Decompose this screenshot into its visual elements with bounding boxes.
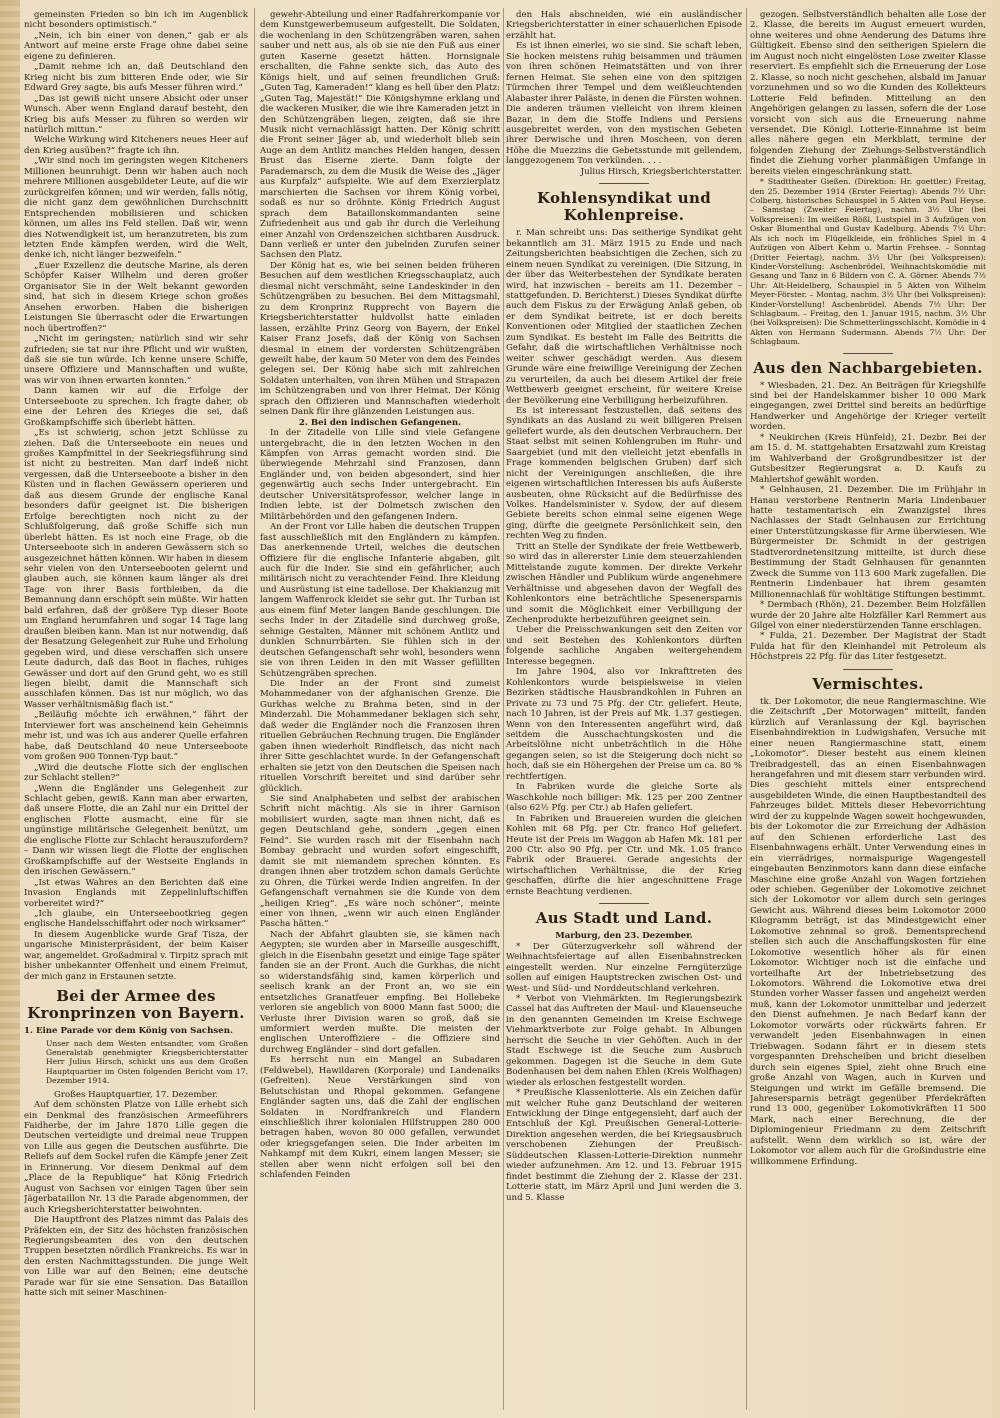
paragraph: Sie sind Analphabeten und selbst der arabischen Schrift nicht mächtig. Als sie in ihrer Garnison mobilisiert wurden, sagte man ihnen nicht, daß es gegen Deutschland gehe, sondern „gegen einen Feind“. Sie wurden rasch mit der Eisenbahn nach Bombay gebracht und wurden sofort eingeschifft, damit sie mit niemandem sprechen könnten. Es drangen ihnen aber trotzdem schon damals Gerüchte zu Ohren, die Türkei werde Indien angreifen. In der Gefangenschaft vernahmen sie die Kunde von dem „heiligen Krieg“. „Es wäre noch schöner“, meinte einer von ihnen, „wenn wir auch einen Engländer Pascha hätten.“ bbox=[260, 793, 500, 930]
paragraph: Die Hauptfront des Platzes nimmt das Palais des Präfekten ein, der Sitz des höchsten französischen Regierungsbeamten des von den deutschen Truppen besetzten nördlich Frankreichs. Es war in den ersten Nachmittagsstunden. Die junge Welt von Lille war auf den Beinen; eine deutsche Parade war für sie eine Sensation. Das Bataillon hatte sich mit seiner Maschinen- bbox=[24, 1215, 248, 1299]
paragraph: * Fulda, 21. Dezember. Der Magistrat der Stadt Fulda hat für den Kleinhandel mit Petroleum als Höchstpreis 22 Pfg. für das Liter festgesetzt. bbox=[750, 631, 986, 663]
paragraph: „Wenn die Engländer uns Gelegenheit zur Schlacht geben, gewiß. Kann man aber erwarten, daß unsere Flotte, die an Zahl nur ein Drittel der englischen Flotte ausmacht, eine für sie ungünstige militärische Gelegenheit benützt, um die englische Flotte zur Schlacht herauszufordern? – Dann wir wissen liegt die Flotte der englischen Großkampfschiffe auf der Westseite Englands in den irischen Gewässern.“ bbox=[24, 783, 248, 878]
paragraph: „Wir sind noch im geringsten wegen Kitcheners Millionen beunruhigt. Denn wir haben auch noch mehrere Millionen ausgebildeter Leute, auf die wir zurückgreifen können; und wir werden, falls nötig, die nicht ganz dem gewöhnlichen Durchschnitt Entsprechenden mobilisieren und schicken können, um alles ins Feld stellen. Daß wir, wenn dies Notwendigkeit ist, um heranzutreten, bis zum letzten Ende kämpfen werden, wird die Welt, denke ich, nicht länger bezweifeln.“ bbox=[24, 156, 248, 261]
paragraph: Die Inder an der Front sind zumeist Mohammedaner von der afghanischen Grenze. Die Gurkhas welche zu Brahma beten, sind in der Minderzahl. Die Mohammedaner beklagen sich sehr, daß weder die Engländer noch die Franzosen ihren rituellen Gebräuchen Rechnung trugen. Die Engländer gaben ihnen wiederholt Rindfleisch, das nicht nach ihrer Sitte geschlachtet wurde. In der Gefangenschaft erhalten sie jetzt von den Deutschen die Speisen nach rituellen Vorschrift bereitet und sind darüber sehr glücklich. bbox=[260, 679, 500, 794]
editor-note: Unser nach dem Westen entsandter, vom Großen Generalstab genehmigter Kriegsberichterstatter Herr Julius Hirsch, schickt uns aus dem Großen Hauptquartier im Osten folgenden Bericht vom 17. Dezember 1914. bbox=[46, 1038, 248, 1086]
paragraph: gewehr-Abteilung und einer Radfahrerkompanie vor dem Kunstgewerbemuseum aufgestellt. Die Soldaten, die wochenlang in den Schützengräben waren, sahen sauber und nett aus, als ob sie nie den Fuß aus einer guten Kaserne gesetzt hätten. Hornsignale erschallten, die Fahne senkte sich, das Auto des Königs hielt, und auf seinen freundlichen Gruß: „Guten Tag, Kameraden!“ klang es hell über den Platz: „Guten Tag, Majestät!“ Die Königshymne erklang und die wackeren Musiker, die wie ihre Kameraden jetzt in den Schützengräben liegen, zeigten, daß sie ihre Musik nicht vernachlässigt hatten. Der König schritt die Front seiner Jäger ab, und wiederholt blieb sein Auge an dem Antlitz manches Helden hangen, dessen Brust das Eiserne zierte. Dann folgte der Parademarsch, zu dem die Musik die Weise des „Jäger aus Kurpfalz“ aufspielte. Wie auf dem Exerzierplatz marschierten die Sachsen vor ihrem König vorbei, sodaß es nur so dröhnte. König Friedrich August sprach dem Bataillonskommandanten seine Zufriedenheit aus und gab ihr durch die Verleihung einer Anzahl von Ordenszeichen sichtbaren Ausdruck. Dann verließ er unter den jubelnden Zurufen seiner Sachsen den Platz. bbox=[260, 10, 500, 261]
divider bbox=[843, 669, 893, 670]
dateline: Marburg, den 23. Dezember. bbox=[555, 931, 693, 942]
page-edge bbox=[0, 0, 20, 1418]
column-2 bbox=[260, 10, 500, 1408]
subheading: 1. Eine Parade vor dem König von Sachsen. bbox=[24, 1026, 233, 1037]
column-rule bbox=[746, 8, 747, 1410]
paragraph: „Euer Exzellenz die deutsche Marine, als deren Schöpfer Kaiser Wilhelm und deren großer Organisator Sie in der Welt bekannt geworden sind, hat sich in diesem Kriege schon großes Ansehen erworben. Haben die bisherigen Leistungen Sie überrascht oder die Erwartungen noch übertroffen?“ bbox=[24, 260, 248, 334]
paragraph: * Der Güterzugverkehr soll während der Weihnachtsfeiertage auf allen Eisenbahnstrecken eingestellt werden. Nur einzelne Ferngüterzüge sollen auf einigen Hauptstrecken zwischen Ost- und West- und Süd- und Norddeutschland verkehren. bbox=[506, 941, 742, 994]
paragraph: Ueber die Preisschwankungen seit den Zeiten vor und seit Bestehen des Kohlenkontors dürften folgende sachliche Angaben weitergehendem Interesse begegnen. bbox=[506, 625, 742, 667]
paragraph: In Fabriken wurde die gleiche Sorte als Waschkohle noch billiger: Mk. 125 per 200 Zentner (also 62½ Pfg. per Ctr.) ab Hafen geliefert. bbox=[506, 782, 742, 814]
paragraph: „Ist etwas Wahres an den Berichten daß eine Invasion Englands mit Zeppelinluftschiffen vorbereitet wird?“ bbox=[24, 877, 248, 909]
paragraph: Welche Wirkung wird Kitcheners neues Heer auf den Krieg ausüben?“ fragte ich ihn. bbox=[24, 135, 248, 156]
paragraph: In diesem Augenblicke wurde Graf Tisza, der ungarische Ministerpräsident, der beim Kaiser war, angemeldet. Großadmiral v. Tirpitz sprach mit bisher unbekannter Offenheit und einem Freimut, der mich ganz in Erstaunen setzte. bbox=[24, 929, 248, 982]
paragraph: * Dermbach (Rhön), 21. Dezember. Beim Holzfällen wurde der 20 Jahre alte Holzfäller Karl Remmert aus Gilgel von einer niederstürzenden Tanne erschlagen. bbox=[750, 600, 986, 631]
section-heading: Bei der Armee des Kronprinzen von Bayern. bbox=[27, 987, 245, 1023]
paragraph: den Hals abschneiden, wie ein ausländischer Kriegsberichterstatter in einer schauerlichen Episode erzählt hat. bbox=[506, 10, 742, 41]
paragraph: In der Zitadelle von Lille sind viele Gefangene untergebracht, die in den letzten Wochen in den Kämpfen von Arras gemacht worden sind. Die überwiegende Mehrzahl sind Franzosen, dann Engländer und, von beiden abgesondert, sind hier gegenwärtig auch sechs Inder untergebracht. Ein deutscher Universitätsprofessor, welcher lange in Indien lebte, ist der Dolmetsch zwischen den Militärbehörden und den gefangenen Indern. bbox=[260, 428, 500, 522]
paragraph: gemeinsten Frieden so bin ich im Augenblick nicht besonders optimistisch.“ bbox=[24, 10, 248, 31]
paragraph: * Neukirchen (Kreis Hünfeld), 21. Dezbr. Bei der am 15. d. M. stattgehabten Ersatzwahl zum Kreistag im Wahlverband der Großgrundbesitzer ist der Gutsbesitzer Regierungsrat a. D. Kaufs zu Mahlertshof gewählt worden. bbox=[750, 432, 986, 485]
column-3 bbox=[506, 10, 742, 1408]
paragraph: „Damit nehme ich an, daß Deutschland den Krieg nicht bis zum bitteren Ende oder, wie Sir Edward Grey sagte, bis aufs Messer führen wird.“ bbox=[24, 62, 248, 94]
paragraph: r. Man schreibt uns: Das seitherige Syndikat geht bekanntlich am 31. März 1915 zu Ende und nach Zeitungsberichten beabsichtigen die Zechen, sich zu einem neuen Syndikat zu vereinigen. (Die Sitzung, in der über das Weiterbestehen der Syndikate beraten wird, hat inzwischen – bereits am 11. Dezember – stattgefunden. D. Berichterst.) Dieses Syndikat dürfte auch dem Fiskus zu der Erwägung Anlaß geben, ob er dem Syndikat beitrete, ist er doch bereits Konventionen oder Mitglied der staatlichen Zechen zum Syndikat. Es besteht im Falle des Beitritts die Gefahr, daß die wirtschaftlichen Verhältnisse noch weiter schwer geschädigt werden. Aus diesem Grunde wäre eine freiwillige Vereinigung der Zechen zu verurteilen, da auch bei diesem Artikel der freie Wettbewerb geeignet erscheint, für weitere Kreise der Bevölkerung eine Verbilligung herbeizuführen. bbox=[506, 228, 742, 406]
paragraph: gezogen. Selbstverständlich behalten alle Lose der 2. Klasse, die bereits im August erneuert wurden, ohne weiteres und ohne Aenderung des Datums ihre Gültigkeit. Ebenso sind den seitherigen Spielern die im August noch nicht eingelösten Lose zweiter Klasse reserviert. Es empfiehlt sich die Erneuerung der Lose 2. Klasse, so noch nicht geschehen, alsbald im Januar vorzunehmen und so wo die Kunden des Kollekteurs Lotterie Feld befinden. Mitteilung an den Angehörigen gelangen zu lassen, sofern die der Lose vorsicht von sich aus die Erneuerung nahme versendet. Die Königl. Lotterie-Einnahme ist beim alles nähere gegen ein Merkblatt, termine der folgenden Ziehung der Ziehungs-Selbstverständlich findet die Ziehung vorher planmäßigen Umfange in bereits vielen eingeschränkung statt. bbox=[750, 10, 986, 177]
paragraph: „Es ist schwierig, schon jetzt Schlüsse zu ziehen. Daß die Unterseeboote ein neues und großes Kampfmittel in der Seekriegsführung sind ist nicht zu bestreiten. Man darf indeß nicht vergessen, daß die Unterseeboote a bisher in den Küsten und in flachen Gewässern operieren und daß aus diesem Grunde der englische Kanal besonders dafür geeignet ist. Die bisherigen Erfolge berechtigten noch nicht zu der Schlußfolgerung, daß große Schiffe sich nun überlebt hätten. Es ist noch eine Frage, ob die Unterseeboote sich in anderen Gewässern sich so ausgezeichnet hätten können. Wir haben in diesem sehr vielen von den Unterseebooten gelernt und glauben auch, sie können kaum länger als drei Tage von ihrer Basis fortbleiben, da die Bemannung dann erschöpft sein müßte. Wir hatten bald erfahren, daß der größere Typ dieser Boote um England herumfahren und sogar 14 Tage lang draußen bleiben kann. Man ist nur notwendig, daß der Besatzung Gelegenheit zur Ruhe und Erholung gegeben wird, und diese verschaffen sich unsere Leute dadurch, daß das Boot in flaches, ruhiges Gewässer und dort auf den Grund geht, wo es still liegen bleibt, damit die Mannschaft sich ausschlafen können. Das ist nur möglich, wo das Wasser verhältnismäßig flach ist.“ bbox=[24, 428, 248, 710]
signature: Julius Hirsch, Kriegsberichterstatter. bbox=[580, 166, 742, 177]
paragraph: Es ist interessant festzustellen, daß seitens des Syndikats an das Ausland zu weit billigeren Preisen geliefert wurde, als den deutschen Verbrauchern. Der Staat selbst mit seinen Kohlengruben im Ruhr- und Saargebiet (und mit den vielleicht jetzt ebenfalls in Frage kommenden belgischen Gruben) darf sich nicht der Vereinigungen anschließen, die ihre eigenen wirtschaftlichen Interessen bis aufs Äußerste ausbeuten, ohne Rücksicht auf die Bedürfnisse des Volkes. Handelsminister v. Sydow, der auf diesem Gebiete bereits schon einmal seine eigenen Wege ging, dürfte die geeignete Persönlichkeit sein, den rechten Weg zu finden. bbox=[506, 405, 742, 542]
column-rule bbox=[254, 8, 255, 1410]
paragraph: Es ist ihnen einerlei, wo sie sind. Sie schaft leben, Sie hocken meistens ruhig beisammen und träumen von ihren schönen Heimatstätten und von ihrer fernen Heimat. Sie sehen eine von den spitzigen Türmchen ihrer Tempel und dem weißleuchtenden Alabaster ihrer Paläste, in denen die Fürsten wohnen. Die anderen träumen vielleicht von ihrem kleinen Bazar, in dem die Stoffe Indiens und Persiens ausgebreitet werden, von den mystischen Gebeten ihrer Derwische und ihren Moscheen, von deren Höhe die Muezzins die Gebetsstunde mit gellendem, langgezogenem Ton verkünden. . . . bbox=[506, 41, 742, 167]
theatre-listing: * Stadttheater Gießen. (Direktion: Hr. goettler.) Freitag, den 25. Dezember 1914 (Erster Feiertag): Abends 7½ Uhr: Colberg, historisches Schauspiel in 5 Akten von Paul Heyse. – Samstag (Zweiter Feiertag), nachm. 3½ Uhr (bei Volkspreisen): Im weißen Rößl, Lustspiel in 3 Aufzügen von Oskar Blumenthal und Gustav Kadelburg. Abends 7½ Uhr: Als ich noch im Flügelkleide, ein fröhliches Spiel in 4 Aufzügen von Albert Kehm u. Martin Frehsee. – Sonntag (Dritter Feiertag), nachm. 3½ Uhr (bei Volkspreisen): Kinder-Vorstellung: Aschenbrödel, Weihnachtskomödie mit Gesang und Tanz in 6 Bildern von C. A. Görner. Abends 7½ Uhr: Alt-Heidelberg, Schauspiel in 5 Akten von Wilhelm Meyer-Förster. – Montag, nachm. 3½ Uhr (bei Volkspreisen): Kinder-Vorstellung! Aschenbrödel. Abends 7½ Uhr: Der Schlagbaum. – Freitag, den 1. Januar 1915, nachm. 3½ Uhr (bei Volkspreisen): Die Schmetterlingsschlacht, Komödie in 4 Akten von Hermann Sudermann. Abends 7½ Uhr: Der Schlagbaum. bbox=[750, 177, 986, 347]
paragraph: „Ich glaube, ein Unterseebootkrieg gegen englische Handelsschiffahrt oder noch wirksamer“ bbox=[24, 908, 248, 930]
column-rule bbox=[503, 8, 504, 1410]
paragraph: * Preußische Klassenlotterie. Als ein Zeichen dafür mit welcher Ruhe ganz Deutschland der weiteren Entwicklung der Dinge entgegensieht, darf auch der Entschluß der Kgl. Preußischen General-Lotterie-Direktion angesehen werden, die bei Kriegsausbruch verschobenen Ziehungen der Preußisch-Süddeutschen Klassen-Lotterie-Direktion nunmehr wieder aufzunehmen. Am 12. und 13. Februar 1915 findet bestimmt die Ziehung der 2. Klasse der 231. Lotterie statt, im März April und Juni werden die 3. und 5. Klasse bbox=[506, 1088, 742, 1203]
paragraph: In Fabriken und Brauereien wurden die gleichen Kohlen mit 68 Pfg. per Ctr. franco Hof geliefert. Heute ist der Preis im Waggon ab Hafen Mk. 181 per 200 Ctr. also 90 Pfg. per Ctr. und Mk. 1.05 franco Fabrik oder Brauerei. Gerade angesichts der wirtschaftlichen Verhältnisse, die der Krieg geschaffen, dürfte die hier angeschnittene Frage ernste Beachtung verdienen. bbox=[506, 813, 742, 897]
paragraph: Auf dem schönsten Platze von Lille erhebt sich ein Denkmal des französischen Armeeführers Faidherbe, der im Jahre 1870 Lille gegen die Deutschen verteidigte und dreimal neue Truppen von Lille aus gegen die Deutschen ausführte. Die Reliefs auf dem Sockel rufen die Kämpfe jener Zeit in Erinnerung. Vor diesem Denkmal auf dem „Place de la Republique“ hat König Friedrich August von Sachsen vor einigen Tagen über sein Jägerbataillon Nr. 13 die Parade abgenommen, der auch Kriegsberichterstatter beiwohnten. bbox=[24, 1100, 248, 1215]
paragraph: * Wiesbaden, 21. Dez. An Beiträgen für Kriegshilfe sind bei der Handelskammer bisher 10 000 Mark eingegangen, zwei Drittel sind bereits an bedürftige Handwerker und Angehörige der Krieger verteilt worden. bbox=[750, 380, 986, 433]
column-1 bbox=[24, 10, 248, 1408]
divider bbox=[843, 353, 893, 354]
paragraph: * Verbot von Viehmärkten. Im Regierungsbezirk Cassel hat das Auftreten der Maul- und Klauenseuche in den genannten Gemeinden im Kreise Eschwege Viehmarktverbote zur Folge gehabt. In Albungen herrscht die Seuche in vier Gehöften. Auch in der Stadt Eschwege ist die Seuche zum Ausbruch gekommen. Dagegen ist die Seuche in dem Gute Bodenhausen bei dem nahen Ehlen (Kreis Wolfhagen) wieder als erloschen festgestellt worden. bbox=[506, 993, 742, 1088]
paragraph: tk. Der Lokomotor, die neue Rangiermaschine. Wie die Zeitschrift „Der Motorwagen“ mitteilt, fanden kürzlich auf Veranlassung der Kgl. bayrischen Eisenbahndirektion in Ludwigshafen, Versuche mit einer neuen Rangiermaschine statt, einem „Lokomotor“. Dieser besteht aus einem kleinen Treibradgestell, das an einen Eisenbahnwagen herangefahren und mit diesem starr verbunden wird. Dies geschieht mittels einer entsprechend ausgebildeten Winde, die einen Hauptbestandteil des Fahrzeuges bildet. Mittels dieser Hebevorrichtung wird der zu kuppelnde Wagen soweit hochgewunden, bis der Lokomotor die zur Erreichung der Adhäsion auf den Schienen erforderliche Last des Eisenbahnwagens erhält. Unter Verwendung eines in ein vierrädriges, normalspurige Wagengestell eingebauten Benzinmotors kann dann diese einfache Maschine eine große Anzahl von Wagen fortziehen oder schieben. Gegenüber der Lokomotive zeichnet sich der Lokomotor vor allem durch sein geringes Gewicht aus. Während dieses beim Lokomotor 2000 Kilogramm beträgt, ist das Mindestgewicht einer Lokomotive zehnmal so groß. Dementsprechend stellen sich auch die Anschaffungskosten für eine Lokomotive wesentlich höher als für einen Lokomotor. Wichtiger noch ist die einfache und vorteilhafte Art der Inbetriebsetzung des Lokomotors. Während die Lokomotive etwa drei Stunden vorher Wasser fassen und angeheizt werden muß, kann der Lokomotor unmittelbar und jederzeit den Dienst aufnehmen. Je nach Bedarf kann der Lokomotor vorwärts oder rückwärts fahren. Er verwandelt jeden Eisenbahnwagen in einen Triebwagen. Sodann fährt er in diesem stets vorgespannten Drehscheiben und bricht dieselben durch sein eigenes Spiel, zieht ohne Bruch eine große Anzahl von Wagen, auch in Kurven und Steigungen und wirkt im Gefälle bremsend. Die Jahresersparnis beträgt gegenüber Pferdekräften rund 13 000, gegenüber Lokomotivkräften 11 500 Mark, nach einer Berechnung, die der Diplomingenieur Friedmann zu dem Zeitschrift aufstellt. Wenn dem wirklich so ist, wäre der Lokomotor vor allem auch für die Großindustrie eine willkommene Erfindung. bbox=[750, 696, 986, 1167]
section-heading: Aus den Nachbargebieten. bbox=[753, 358, 983, 377]
paragraph: Im Jahre 1904, also vor Inkrafttreten des Kohlenkontors wurde beispielsweise in vielen Bezirken städtische Hausbrandkohlen in Fuhren an Private zu 73 und 75 Pfg. der Ctr. geliefert. Heute, nach 10 Jahren, ist der Preis auf Mk. 1.37 gestiegen. Wenn von den Interessenten angeführt wird, daß seitdem die Ausschachtungskosten und die Arbeitslöhne nicht unbeträchtlich in die Höhe gegangen seien, so ist die Steigerung doch nicht so hoch, daß sie ein Höhergehen der Preise um ca. 80 % rechtfertigen. bbox=[506, 667, 742, 782]
paragraph: „Nicht im geringsten; natürlich sind wir sehr zufrieden; sie tat nur ihre Pflicht und wir wußten, daß sie sie tun würde. Ich kenne unsere Schiffe, unsere Offiziere und Mannschaften und wußte, was wir von ihnen erwarten konnten.“ bbox=[24, 334, 248, 386]
divider bbox=[599, 903, 649, 904]
paragraph: „Beiläufig möchte ich erwähnen,“ fährt der Interviewer fort was anscheinend kein Geheimnis mehr ist, und was ich aus anderer Quelle erfahren habe, daß Deutschland 40 neue Unterseeboote vom großen 900 Tonnen-Typ baut.“ bbox=[24, 710, 248, 763]
paragraph: * Gelnhausen, 21. Dezember. Die im Frühjahr in Hanau verstorbene Rentnerin Maria Lindenbauer hatte testamentarisch ein Zwanzigstel ihres Nachlasses der Stadt Gelnhausen zur Errichtung einer Unterstützungskasse für Arme überwiesen. Wie Bürgermeister Dr. Schmidt in der gestrigen Stadtverordnetensitzung mitteilte, ist durch diese Bestimmung der Stadt Gelnhausen für genannten Zweck die Summe von 113 600 Mark zugefallen. Die Rentnerin Lindenbauer hat ihrem gesamten Millionennachlaß für wohltätige Stiftungen bestimmt. bbox=[750, 485, 986, 600]
subheading: 2. Bei den indischen Gefangenen. bbox=[298, 417, 462, 428]
section-heading: Vermischtes. bbox=[812, 674, 924, 693]
section-heading: Aus Stadt und Land. bbox=[535, 909, 713, 928]
paragraph: „Wird die deutsche Flotte sich der englischen zur Schlacht stellen?“ bbox=[24, 762, 248, 784]
column-4 bbox=[750, 10, 986, 1408]
paragraph: Nach der Abfahrt glaubten sie, sie kämen nach Aegypten; sie wurden aber in Marseille ausgeschifft, gleich in die Eisenbahn gesetzt und einige Tage später fanden sie an der Front. Auch die Gurkhas, die nicht so widerstandsfähig sind, kamen körperlich und seelisch krank an der Front an, wo sie ein entsetzliches Granatfeuer empfing. Bei Hollebeke verloren sie angeblich von 8000 Mann fast 5000; die Verluste ihrer Division waren so groß, daß sie umformiert werden mußte. Die meisten der englischen Unteroffiziere – die Offiziere sind durchweg Engländer – sind dort gefallen. bbox=[260, 929, 500, 1055]
paragraph: „Nein, ich bin einer von denen,“ gab er als Antwort auf meine erste Frage ohne dabei seine eigene zu definieren. bbox=[24, 30, 248, 62]
paragraph: Dann kamen wir auf die Erfolge der Unterseeboote zu sprechen. Ich fragte daher, ob eine der Lehren des Krieges die sei, daß Großkampfschiffe sich überlebt hätten. bbox=[24, 386, 248, 428]
paragraph: „Das ist gewiß nicht unsere Absicht oder unser Wunsch. Aber wenn England darauf besteht, den Krieg bis aufs Messer zu führen so werden wir natürlich mittun.“ bbox=[24, 93, 248, 135]
paragraph: An der Front vor Lille haben die deutschen Truppen fast ausschließlich mit den Engländern zu kämpfen. Das anerkennende Urteil, welches die deutschen Offiziere für die englische Infanterie abgaben, gilt auch für die Inder. Sie sind ein gefährlicher, auch militärisch nicht zu verachtender Feind. Ihre Kleidung und Ausrüstung ist eine tadellose. Der Khakianzug mit langem Waffenrock kleidet sie sehr gut. Ihr Turban ist aus einem fünf Meter langen Bande geschlungen. Die sechs Inder in der Zitadelle sind durchweg große, sehnige Gestalten, Männer mit schönem Antlitz und dunklen Schnurrbärten. Sie fühlen sich in der deutschen Gefangenschaft sehr wohl, besonders wenn sie von ihren Leiden in den mit Wasser gefüllten Schützengräben sprechen. bbox=[260, 522, 500, 679]
dateline: Großes Hauptquartier, 17. Dezember. bbox=[53, 1089, 219, 1100]
divider bbox=[599, 183, 649, 184]
paragraph: Tritt an Stelle der Syndikate der freie Wettbewerb, so wird das in allererster Linie dem steuerzahlenden Mittelstande zugute kommen. Der direkte Verkehr zwischen Händler und Publikum würde angenehmere Verhältnisse und abgesehen davon der Wegfall des Kohlenkontors eine beträchtliche Spesenersparnis und somit die Möglichkeit einer Verbilligung der Zechenprodukte herbeizuführen geeignet sein. bbox=[506, 541, 742, 626]
paragraph: Es herrscht nun ein Mangel an Subadaren (Feldwebel), Hawildaren (Korporale) und Landenaiks (Gefreiten). Neue Verstärkungen sind von Belutschistan und Rhopal gekommen. Gefangene Engländer sagten uns, daß die Zahl der englischen Soldaten in Nordfrankreich und Flandern einschließlich ihrer kolonialen Hilfstruppen 280 000 betragen haben, wovon 80 000 gefallen, verwundet oder kriegsgefangen seien. Die Inder arbeiten im Nahkampf mit dem Kukri, einem langen Messer; sie stellen aber wenn nicht erfolgen soll bei den schlafenden Feinden bbox=[260, 1055, 500, 1181]
section-heading: Kohlensyndikat und Kohlenpreise. bbox=[537, 189, 711, 225]
paragraph: Der König hat es, wie bei seinen beiden früheren Besuchen auf dem westlichen Kriegsschauplatz, auch diesmal nicht verschmäht, seine Landeskinder in den Schützengräben zu besuchen. Bei dem Mittagsmahl, zu dem Kronprinz Rupprecht von Bayern die Kriegsberichterstatter huldvollst hatte einladen lassen, erzählte Prinz Georg von Bayern, der Enkel Kaiser Franz Josefs, daß der König von Sachsen diesmal in einem der vordersten Schützengräben geweilt habe, der kaum 50 Meter von dem des Feindes gelegen sei. Der König habe sich mit zahlreichen Soldaten unterhalten, von ihren Mühen und Strapazen im Schützengraben und von ihrer Heimat. Der König sprach den Offizieren und Mannschaften wiederholt seinen Dank für ihre glänzenden Leistungen aus. bbox=[260, 260, 500, 418]
